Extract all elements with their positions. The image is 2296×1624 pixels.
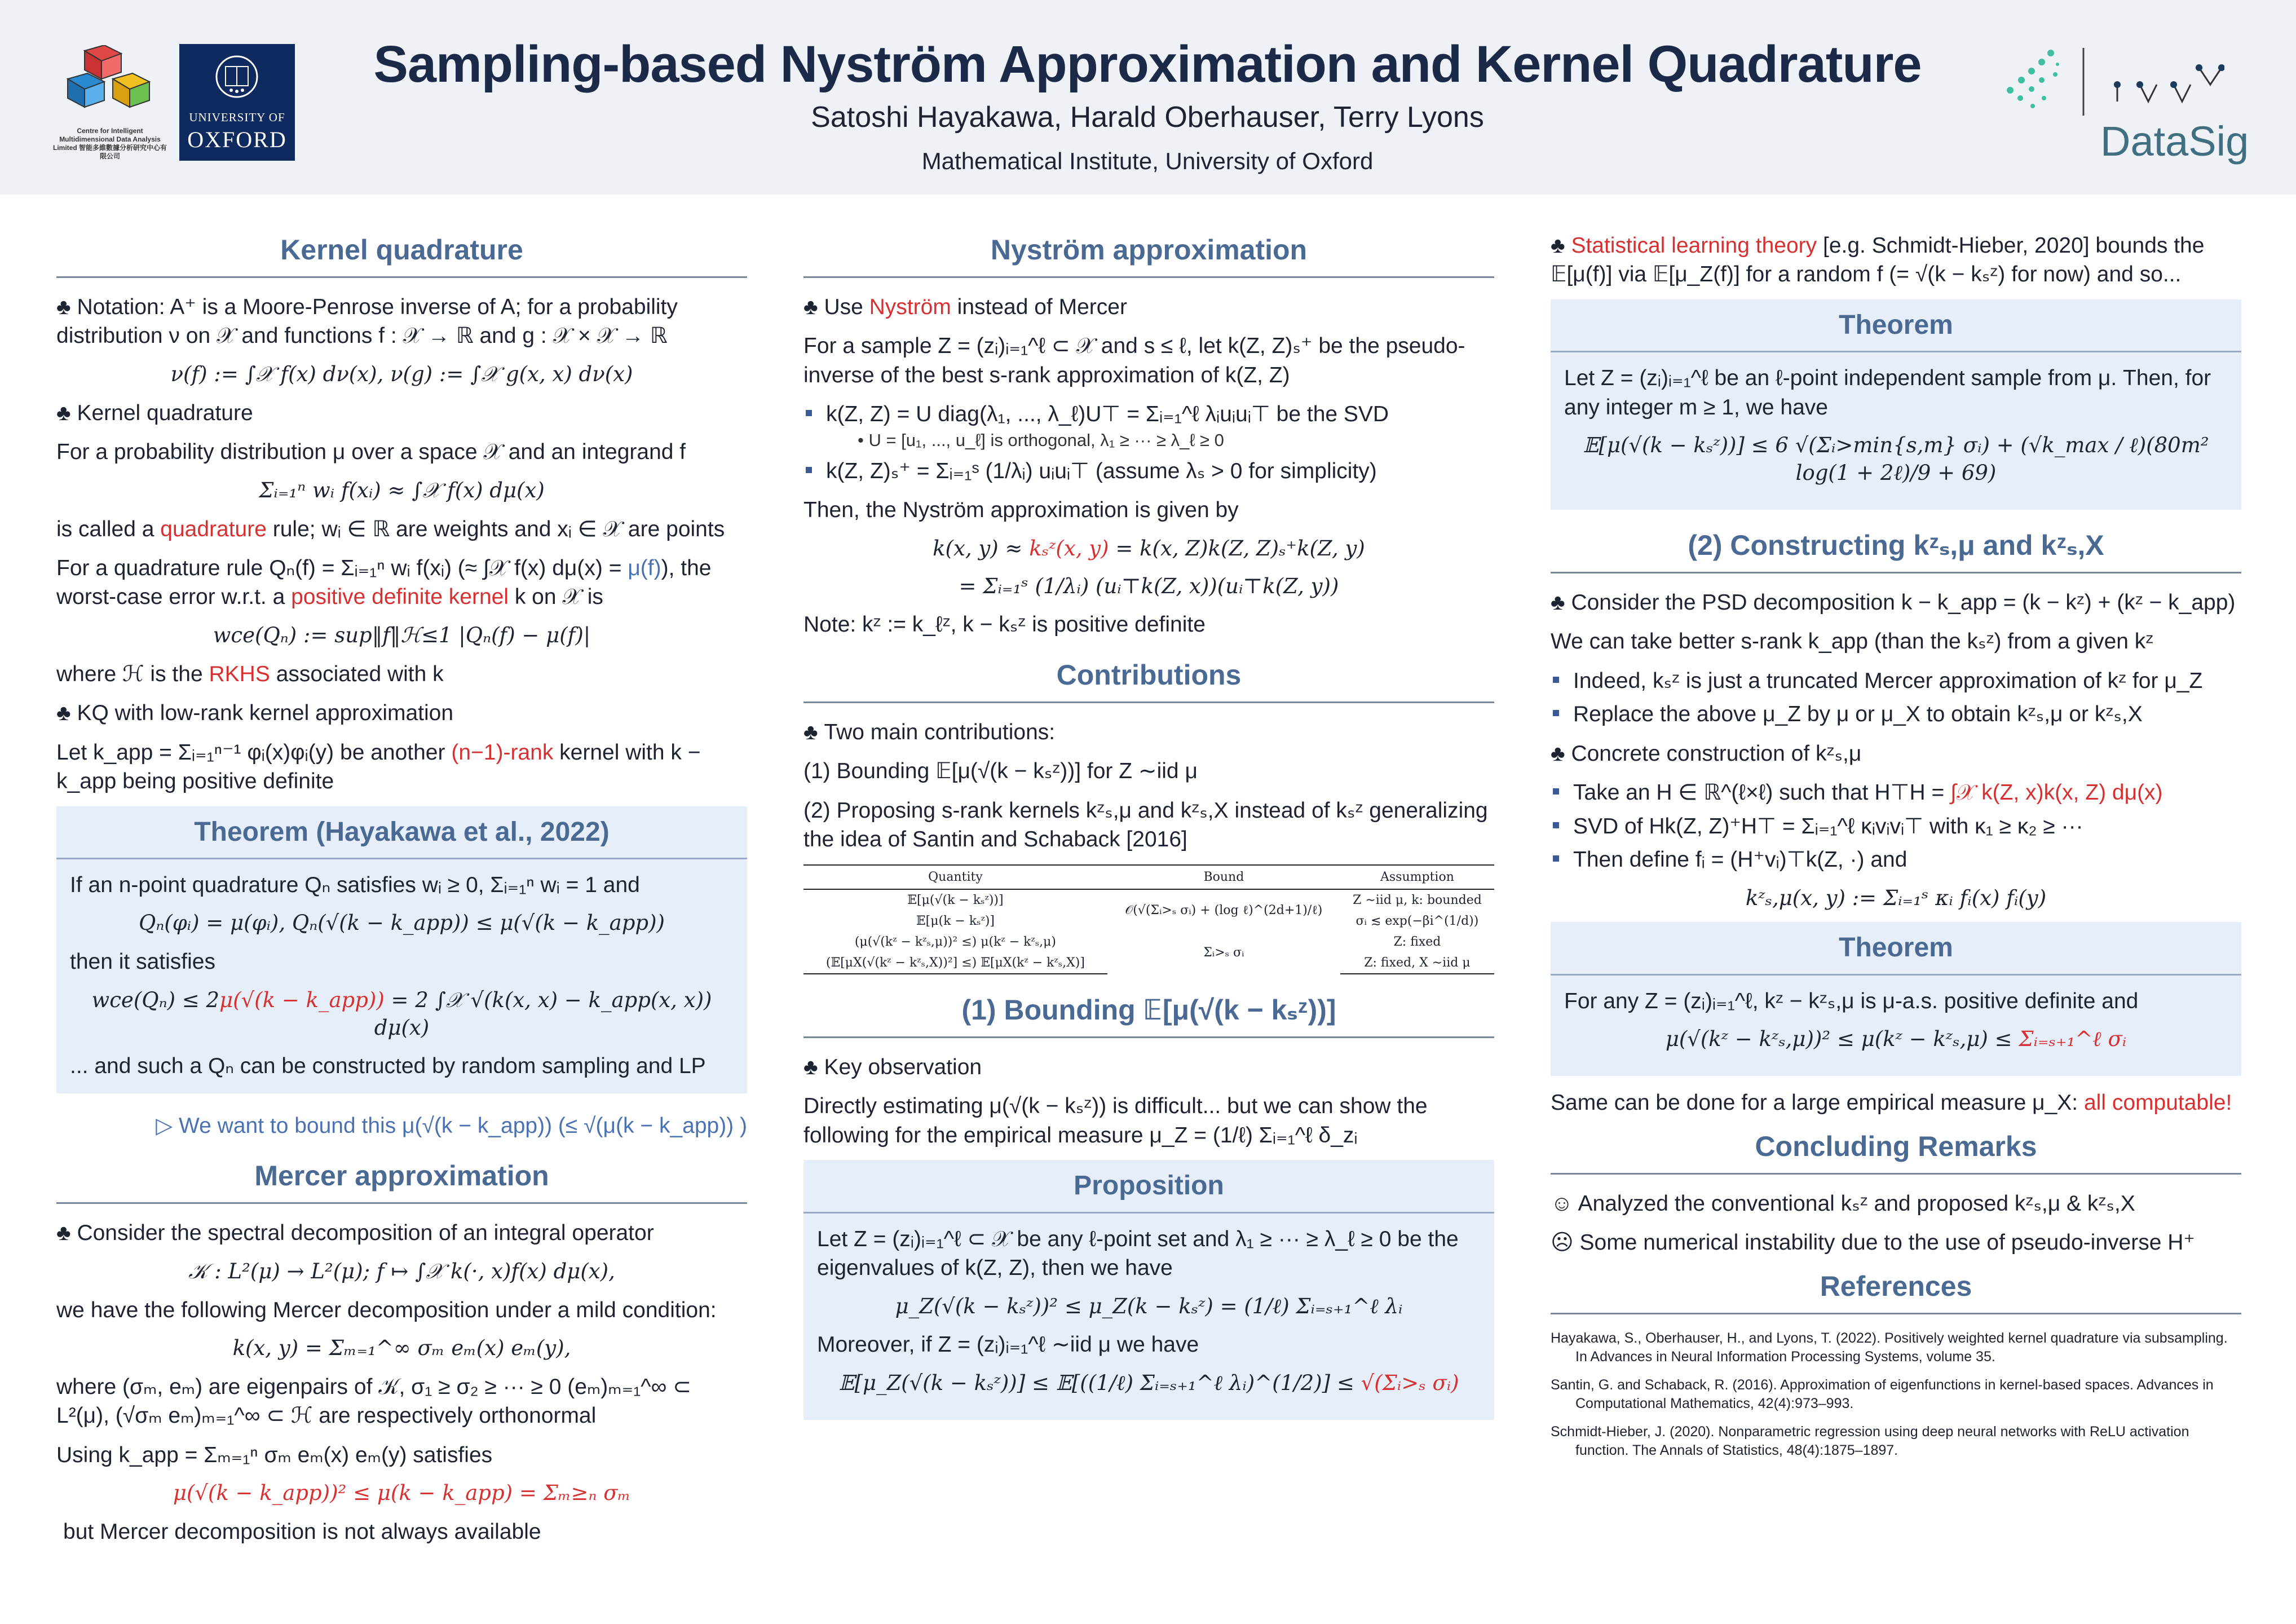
quadrature-def-b: rule; wᵢ ∈ ℝ are weights and xᵢ ∈ 𝒳 are points <box>266 517 725 541</box>
theorem-hayakawa-eq1: Qₙ(φᵢ) = μ(φᵢ), Qₙ(√(k − k_app)) ≤ μ(√(k − k_app)) <box>139 911 665 935</box>
table-cell: (𝔼[μX(√(kᶻ − kᶻₛ,X))²] ≤) 𝔼[μX(kᶻ − kᶻₛ,X)] <box>803 952 1107 974</box>
lowrank-text <box>56 738 747 796</box>
nystrom-bullets <box>803 400 1494 486</box>
proposition-box <box>803 1160 1494 1419</box>
notation-equation: ν(f) := ∫𝒳 f(x) dν(x), ν(g) := ∫𝒳 g(x, x) dν(x) <box>170 361 633 386</box>
lab-logo <box>51 45 169 161</box>
prop-eq2-a: 𝔼[μ_Z(√(k − kₛᶻ))] ≤ 𝔼[((1/ℓ) Σᵢ₌ₛ₊₁^ℓ λᵢ)^(1/2)] ≤ <box>838 1370 1361 1395</box>
proposition-title: Proposition <box>803 1160 1494 1213</box>
list-item: Then define fᵢ = (H⁺vᵢ)⊤k(Z, ·) and <box>1551 845 2241 874</box>
wce-mu-f: μ(f) <box>628 556 661 580</box>
concrete-bullets <box>1551 778 2241 874</box>
thm1-eq2-b: = 2 ∫𝒳 √(k(x, x) − k_app(x, x)) dμ(x) <box>374 987 712 1040</box>
authors: Satoshi Hayakawa, Harald Oberhauser, Terry Lyons <box>811 101 1484 134</box>
section-title-concluding: Concluding Remarks <box>1551 1128 2241 1175</box>
lowrank-heading: ♣ KQ with low-rank kernel approximation <box>56 699 747 727</box>
constructing-a: ♣ Consider the PSD decomposition k − k_app = (k − kᶻ) + (kᶻ − k_app) <box>1551 588 2241 617</box>
pd-kernel-term: positive definite kernel <box>291 585 509 610</box>
section-title-contributions: Contributions <box>803 656 1494 703</box>
quadrature-term: quadrature <box>160 517 267 541</box>
reference-item: Hayakawa, S., Oberhauser, H., and Lyons, T. (2022). Positively weighted kernel quadrature via subsampling. In Advances in Neural Information Processing Systems, volume 35. <box>1551 1330 2228 1365</box>
lowrank-a: Let k_app = Σᵢ₌₁ⁿ⁻¹ φᵢ(x)φᵢ(y) be another <box>56 740 452 765</box>
theorem-hayakawa-c: ... and such a Qₙ can be constructed by random sampling and LP <box>70 1054 706 1079</box>
proposition-eq2 <box>817 1370 1481 1397</box>
theorem-slt-title: Theorem <box>1551 299 2241 352</box>
wce-a: For a quadrature rule Qₙ(f) = Σᵢ₌₁ⁿ wᵢ f(xᵢ) (≈ ∫𝒳 f(x) dμ(x) = <box>56 556 628 580</box>
quadrature-definition <box>56 515 747 544</box>
table-header: Assumption <box>1340 865 1494 889</box>
concrete-heading: ♣ Concrete construction of kᶻₛ,μ <box>1551 739 2241 768</box>
nys-eq1-red: kₛᶻ(x, y) <box>1029 536 1109 561</box>
theorem-construct-box <box>1551 922 2241 1076</box>
rkhs-a: where ℋ is the <box>56 661 209 686</box>
nystrom-sample: For a sample Z = (zᵢ)ᵢ₌₁^ℓ ⊂ 𝒳 and s ≤ ℓ, let k(Z, Z)ₛ⁺ be the pseudo-inverse of the best s-rank approximation of k(Z, Z) <box>803 334 1465 387</box>
mercer-b: we have the following Mercer decomposition under a mild condition: <box>56 1298 717 1322</box>
references-list <box>1551 1329 2241 1460</box>
proposition-b: Moreover, if Z = (zᵢ)ᵢ₌₁^ℓ ∼iid μ we have <box>817 1332 1199 1357</box>
nystrom-eq1 <box>803 535 1494 563</box>
nystrom-term: Nyström <box>869 295 951 319</box>
conc-bul1-red: ∫𝒳 k(Z, x)k(x, Z) dμ(x) <box>1950 780 2163 805</box>
remark-1: ☺ Analyzed the conventional kₛᶻ and proposed kᶻₛ,μ & kᶻₛ,X <box>1551 1191 2135 1216</box>
slt-b: [e.g. Schmidt-Hieber, 2020] bounds the 𝔼[μ(f)] via 𝔼[μ_Z(f)] for a random f (= √(k − kₛᶻ) for now) and so... <box>1551 233 2205 287</box>
nystrom-eq2: = Σᵢ₌₁ˢ (1/λᵢ) (uᵢ⊤k(Z, x))(uᵢ⊤k(Z, y)) <box>959 573 1339 598</box>
table-cell: Σᵢ>ₛ σᵢ <box>1203 945 1244 960</box>
section-title-kernel-quadrature: Kernel quadrature <box>56 231 747 278</box>
kq-equation: Σᵢ₌₁ⁿ wᵢ f(xᵢ) ≈ ∫𝒳 f(x) dμ(x) <box>259 478 545 502</box>
list-item: SVD of Hk(Z, Z)⁺H⊤ = Σᵢ₌₁^ℓ κᵢvᵢvᵢ⊤ with κ₁ ≥ κ₂ ≥ ··· <box>1551 812 2241 841</box>
wce-c: k on 𝒳 is <box>509 585 603 610</box>
rkhs-b: associated with k <box>270 661 444 686</box>
same-a: Same can be done for a large empirical measure μ_X: <box>1551 1091 2084 1115</box>
mercer-eq3: μ(√(k − k_app))² ≤ μ(k − k_app) = Σₘ≥ₙ σₘ <box>173 1481 631 1506</box>
oxford-logo-line2: OXFORD <box>187 127 287 152</box>
oxford-logo <box>179 44 295 161</box>
lowrank-b: kernel with k − k_app being positive definite <box>56 740 701 794</box>
datasig-dots-icon <box>1999 39 2100 118</box>
table-cell: 𝔼[μ(√(k − kₛᶻ))] <box>907 893 1004 907</box>
proposition-eq1: μ_Z(√(k − kₛᶻ))² ≤ μ_Z(k − kₛᶻ) = (1/ℓ) Σᵢ₌ₛ₊₁^ℓ λᵢ <box>895 1294 1403 1318</box>
theorem-hayakawa-box <box>56 806 747 1093</box>
table-cell: σᵢ ≲ exp(−βi^(1/d)) <box>1355 914 1479 928</box>
mercer-e: but Mercer decomposition is not always available <box>63 1520 541 1544</box>
conc-bul1-a: Take an H ∈ ℝ^(ℓ×ℓ) such that H⊤H = <box>1573 780 1951 805</box>
section-title-nystrom: Nyström approximation <box>803 231 1494 278</box>
list-item: Replace the above μ_Z by μ or μ_X to obtain kᶻₛ,μ or kᶻₛ,X <box>1551 700 2241 729</box>
table-cell: Z: fixed <box>1393 934 1441 949</box>
thm3-eq-red: Σᵢ₌ₛ₊₁^ℓ σᵢ <box>2019 1027 2127 1052</box>
contrib-1: (1) Bounding 𝔼[μ(√(k − kₛᶻ))] for Z ∼iid μ <box>803 759 1198 784</box>
list-item <box>1551 778 2241 807</box>
section-title-bounding: (1) Bounding 𝔼[μ(√(k − kₛᶻ))] <box>803 991 1494 1038</box>
mercer-a: ♣ Consider the spectral decomposition of an integral operator <box>56 1219 747 1247</box>
column-1 <box>56 214 747 1557</box>
key-observation: ♣ Key observation <box>803 1053 1494 1082</box>
section-title-references: References <box>1551 1268 2241 1314</box>
theorem-construct-a: For any Z = (zᵢ)ᵢ₌₁^ℓ, kᶻ − kᶻₛ,μ is μ-a.s. positive definite and <box>1564 988 2139 1013</box>
column-3 <box>1551 214 2241 1469</box>
thm1-eq2-a: wce(Qₙ) ≤ 2 <box>91 987 220 1012</box>
table-cell: 𝔼[μ(k − kₛᶻ)] <box>916 914 995 928</box>
mercer-c: where (σₘ, eₘ) are eigenpairs of 𝒦, σ₁ ≥ σ₂ ≥ ··· ≥ 0 (eₘ)ₘ₌₁^∞ ⊂ L²(μ), (√σₘ eₘ)ₘ₌₁^∞ ⊂ ℋ are respectively orthonormal <box>56 1374 691 1428</box>
mercer-d: Using k_app = Σₘ₌₁ⁿ σₘ eₘ(x) eₘ(y) satisfies <box>56 1442 493 1467</box>
list-item <box>803 400 1494 452</box>
nys-use-b: instead of Mercer <box>951 295 1127 319</box>
reference-item: Schmidt-Hieber, J. (2020). Nonparametric regression using deep neural networks with ReLU activation function. The Annals of Statistics, 48(4):1875–1897. <box>1551 1423 2189 1459</box>
rkhs-sentence <box>56 660 747 689</box>
oxford-crest-icon <box>214 54 259 99</box>
constructing-bullets <box>1551 667 2241 729</box>
table-cell: Z ∼iid μ, k: bounded <box>1353 893 1482 907</box>
bound-note: ▷ We want to bound this μ(√(k − k_app)) (≤ √(μ(k − k_app)) ) <box>156 1113 747 1138</box>
section-title-mercer: Mercer approximation <box>56 1157 747 1204</box>
slt-text <box>1551 231 2241 289</box>
mercer-eq2: k(x, y) = Σₘ₌₁^∞ σₘ eₘ(x) eₘ(y), <box>232 1336 571 1361</box>
svd-sub-bullet: • U = [u₁, ..., u_ℓ] is orthogonal, λ₁ ≥ ··· ≥ λ_ℓ ≥ 0 <box>858 430 1224 450</box>
datasig-path-icon <box>2106 62 2224 107</box>
table-cell: Z: fixed, X ∼iid μ <box>1340 952 1494 974</box>
wce-b: ), the worst-case error w.r.t. a <box>56 556 712 610</box>
prop-eq2-red: √(Σᵢ>ₛ σᵢ) <box>1361 1370 1459 1395</box>
notation-text: ♣ Notation: A⁺ is a Moore-Penrose inverse of A; for a probability distribution ν on 𝒳 and functions f : 𝒳 → ℝ and g : 𝒳 × 𝒳 → ℝ <box>56 293 747 351</box>
cubes-icon <box>51 45 169 124</box>
nystrom-then: Then, the Nyström approximation is given by <box>803 498 1239 523</box>
thm3-eq-a: μ(√(kᶻ − kᶻₛ,μ))² ≤ μ(kᶻ − kᶻₛ,μ) ≤ <box>1665 1027 2019 1052</box>
nystrom-note: Note: kᶻ := k_ℓᶻ, k − kₛᶻ is positive definite <box>803 612 1206 637</box>
svd-bullet: k(Z, Z) = U diag(λ₁, ..., λ_ℓ)U⊤ = Σᵢ₌₁^ℓ λᵢuᵢuᵢ⊤ be the SVD <box>826 402 1389 427</box>
table-cell: 𝒪(√(Σᵢ>ₛ σᵢ) + (log ℓ)^(2d+1)/ℓ) <box>1125 903 1323 918</box>
wce-definition <box>56 554 747 612</box>
thm1-eq2-red: μ(√(k − k_app)) <box>219 987 385 1012</box>
constructing-b: We can take better s-rank k_app (than the kₛᶻ) from a given kᶻ <box>1551 629 2154 654</box>
mercer-eq1: 𝒦 : L²(μ) → L²(μ); f ↦ ∫𝒳 k(·, x)f(x) dμ(x), <box>188 1259 615 1283</box>
poster-header <box>0 0 2296 195</box>
proposition-a: Let Z = (zᵢ)ᵢ₌₁^ℓ ⊂ 𝒳 be any ℓ-point set and λ₁ ≥ ··· ≥ λ_ℓ ≥ 0 be the eigenvalues of k(Z, Z), then we have <box>817 1226 1459 1281</box>
kq-intro: For a probability distribution μ over a space 𝒳 and an integrand f <box>56 440 686 465</box>
section-title-constructing: (2) Constructing kᶻₛ,μ and kᶻₛ,X <box>1551 527 2241 573</box>
list-item: Indeed, kₛᶻ is just a truncated Mercer approximation of kᶻ for μ_Z <box>1551 667 2241 695</box>
theorem-hayakawa-b: then it satisfies <box>70 950 215 974</box>
theorem-slt-a: Let Z = (zᵢ)ᵢ₌₁^ℓ be an ℓ-point independent sample from μ. Then, for any integer m ≥ 1, we have <box>1564 366 2211 420</box>
contrib-2: (2) Proposing s-rank kernels kᶻₛ,μ and kᶻₛ,X instead of kₛᶻ generalizing the idea of Santin and Schaback [2016] <box>803 798 1488 852</box>
datasig-logo <box>1999 39 2247 164</box>
table-header: Bound <box>1107 865 1340 889</box>
contrib-table <box>803 864 1494 974</box>
nys-eq1-b: = k(x, Z)k(Z, Z)ₛ⁺k(Z, y) <box>1109 536 1365 561</box>
table-row <box>803 889 1494 911</box>
slt-term: Statistical learning theory <box>1571 233 1817 258</box>
concrete-equation: kᶻₛ,μ(x, y) := Σᵢ₌₁ˢ κᵢ fᵢ(x) fᵢ(y) <box>1745 885 2047 910</box>
datasig-logo-text: DataSig <box>2100 118 2249 165</box>
nys-use-a: Use <box>824 295 869 319</box>
table-row <box>803 932 1494 952</box>
remark-2: ☹ Some numerical instability due to the use of pseudo-inverse H⁺ <box>1551 1230 2195 1255</box>
affiliation: Mathematical Institute, University of Oxford <box>921 148 1374 174</box>
lab-logo-text: Centre for Intelligent Multidimensional Data Analysis Limited 智能多維數據分析研究中心有限公司 <box>52 127 167 160</box>
all-computable: all computable! <box>2083 1091 2232 1115</box>
theorem-hayakawa-a: If an n-point quadrature Qₙ satisfies wᵢ ≥ 0, Σᵢ₌₁ⁿ wᵢ = 1 and <box>70 873 640 897</box>
rkhs-term: RKHS <box>209 661 270 686</box>
lowrank-term: (n−1)-rank <box>451 740 554 765</box>
theorem-slt-eq: 𝔼[μ(√(k − kₛᶻ))] ≤ 6 √(Σᵢ>min{s,m} σᵢ) + (√k_max / ℓ)(80m² log(1 + 2ℓ)/9 + 69) <box>1583 433 2209 486</box>
theorem-construct-eq <box>1564 1026 2228 1053</box>
oxford-logo-line1: UNIVERSITY OF <box>189 111 285 124</box>
kq-heading: ♣ Kernel quadrature <box>56 399 747 427</box>
wce-equation: wce(Qₙ) := sup‖f‖ℋ≤1 |Qₙ(f) − μ(f)| <box>213 623 591 647</box>
theorem-hayakawa-eq2 <box>70 987 734 1042</box>
nystrom-use <box>803 293 1494 321</box>
theorem-construct-title: Theorem <box>1551 922 2241 975</box>
list-item: k(Z, Z)ₛ⁺ = Σᵢ₌₁ˢ (1/λᵢ) uᵢuᵢ⊤ (assume λₛ > 0 for simplicity) <box>803 457 1494 486</box>
table-header: Quantity <box>803 865 1107 889</box>
reference-item: Santin, G. and Schaback, R. (2016). Approximation of eigenfunctions in kernel-based spaces. Advances in Computational Mathematics, 42(4):973–993. <box>1551 1376 2214 1412</box>
theorem-hayakawa-title: Theorem (Hayakawa et al., 2022) <box>56 806 747 859</box>
same-can-be-done <box>1551 1088 2241 1117</box>
table-cell: (μ(√(kᶻ − kᶻₛ,μ))² ≤) μ(kᶻ − kᶻₛ,μ) <box>854 934 1057 949</box>
column-2 <box>803 214 1494 1432</box>
theorem-slt-box <box>1551 299 2241 510</box>
quadrature-def-a: is called a <box>56 517 161 541</box>
nys-eq1-a: k(x, y) ≈ <box>933 536 1030 561</box>
key-observation-text: Directly estimating μ(√(k − kₛᶻ)) is difficult... but we can show the following for the empirical measure μ_Z = (1/ℓ) Σᵢ₌₁^ℓ δ_zᵢ <box>803 1094 1428 1148</box>
poster-title: Sampling-based Nyström Approximation and Kernel Quadrature <box>373 36 1922 93</box>
contrib-a: ♣ Two main contributions: <box>803 718 1494 747</box>
